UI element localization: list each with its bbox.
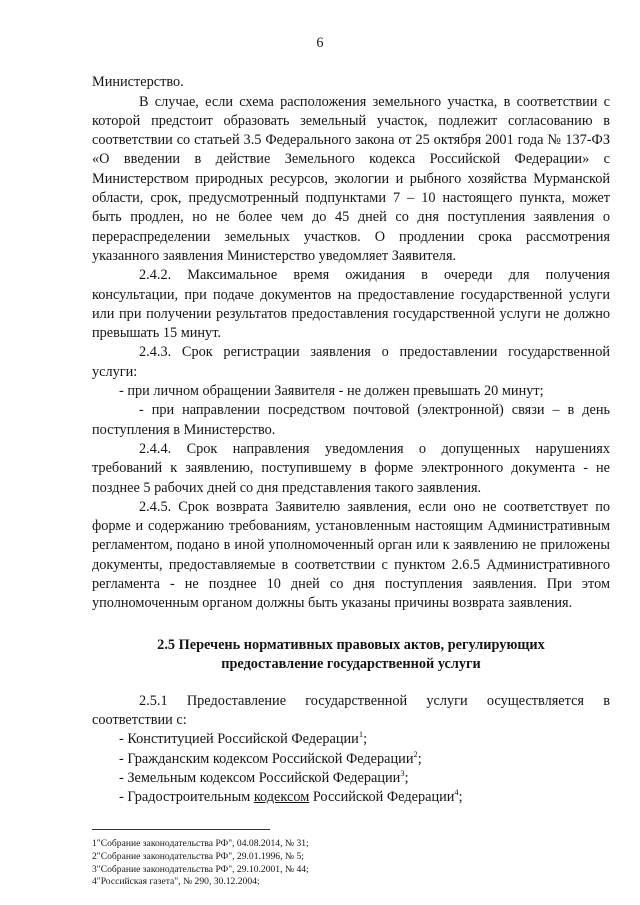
code-link[interactable]: кодексом xyxy=(253,789,310,806)
footnote-3: 3"Собрание законодательства РФ", 29.10.2001, № 44; xyxy=(92,863,309,875)
paragraph-2-5-1: 2.5.1 Предоставление государственной услуги осуществляется в соответствии с: xyxy=(92,692,610,728)
footnote-ref-1[interactable]: 1 xyxy=(358,729,364,740)
law-item-civil-code: - Гражданским кодексом Российской Федерации$^2$; xyxy=(119,748,422,767)
law-item-constitution: - Конституцией Российской Федерации$^1$; xyxy=(119,729,368,748)
footnote-divider xyxy=(92,829,270,830)
list-item-personal: - при личном обращении Заявителя - не должен превышать 20 минут; xyxy=(119,383,544,400)
footnote-2: 2"Собрание законодательства РФ", 29.01.1996, № 5; xyxy=(92,850,304,862)
paragraph-continuation: Министерство. xyxy=(92,74,184,91)
list-item-postal: - при направлении посредством почтовой (электронной) связи – в день поступления в Министерство. xyxy=(92,402,610,438)
section-heading-line-1: 2.5 Перечень нормативных правовых актов, регулирующих xyxy=(157,636,545,653)
paragraph-2-4-2: 2.4.2. Максимальное время ожидания в очереди для получения консультации, при подаче документов на предоставление государственной услуги или при получении результатов предоставления государственной услуги не должно превышать 15 минут. xyxy=(92,267,610,342)
law-item-land-code: - Земельным кодексом Российской Федерации$^3$; xyxy=(119,768,409,786)
paragraph-2-4-4: 2.4.4. Срок направления уведомления о допущенных нарушениях требований к заявлению, поступившему в форме электронного документа - не позднее 5 рабочих дней со дня представления такого заявления. xyxy=(92,440,610,496)
paragraph-2-4-5: 2.4.5. Срок возврата Заявителю заявления, если оно не соответствует по форме и содержанию требованиям, установленным настоящим Административным регламентом, подано в иной уполномоченный орган или к заявлению не приложены документы, предоставляемые в соответствии с пунктом 2.6.5 Административного регламента - не позднее 10 дней со дня поступления заявления. При этом уполномоченным органом должны быть указаны причины возврата заявления. xyxy=(92,498,610,612)
section-heading-line-2: предоставление государственной услуги xyxy=(221,655,481,672)
paragraph-extension-clause: В случае, если схема расположения земельного участка, в соответствии с которой предстоит образовать земельный участок, подлежит согласованию в соответствии со статьей 3.5 Федерального закона от 25 октября 2001 года № 137-ФЗ «О введении в действие Земельного кодекса Российской Федерации» с Министерством природных ресурсов, экологии и рыбного хозяйства Мурманской области, срок, предусмотренный подпунктами 7 – 10 настоящего пункта, может быть продлен, но не более чем до 45 дней со дня поступления заявления о перераспределении земельных участков. О продлении срока рассмотрения указанного заявления Министерство уведомляет Заявителя. xyxy=(92,93,610,264)
section-heading xyxy=(92,636,610,674)
paragraph-2-4-3: 2.4.3. Срок регистрации заявления о предоставлении государственной услуги: xyxy=(92,344,610,380)
law-item-urban-code: - Градостроительным кодексом Российской Федерации$^4$; xyxy=(119,787,463,806)
page-number: 6 xyxy=(316,35,324,51)
footnote-1: 1"Собрание законодательства РФ", 04.08.2014, № 31; xyxy=(92,838,309,850)
footnote-ref-4[interactable]: 4 xyxy=(454,787,459,798)
footnote-4: 4"Российская газета", № 290, 30.12.2004; xyxy=(92,876,260,888)
footnote-ref-2[interactable]: 2 xyxy=(413,748,418,759)
footnote-ref-3[interactable]: 3 xyxy=(400,768,405,779)
